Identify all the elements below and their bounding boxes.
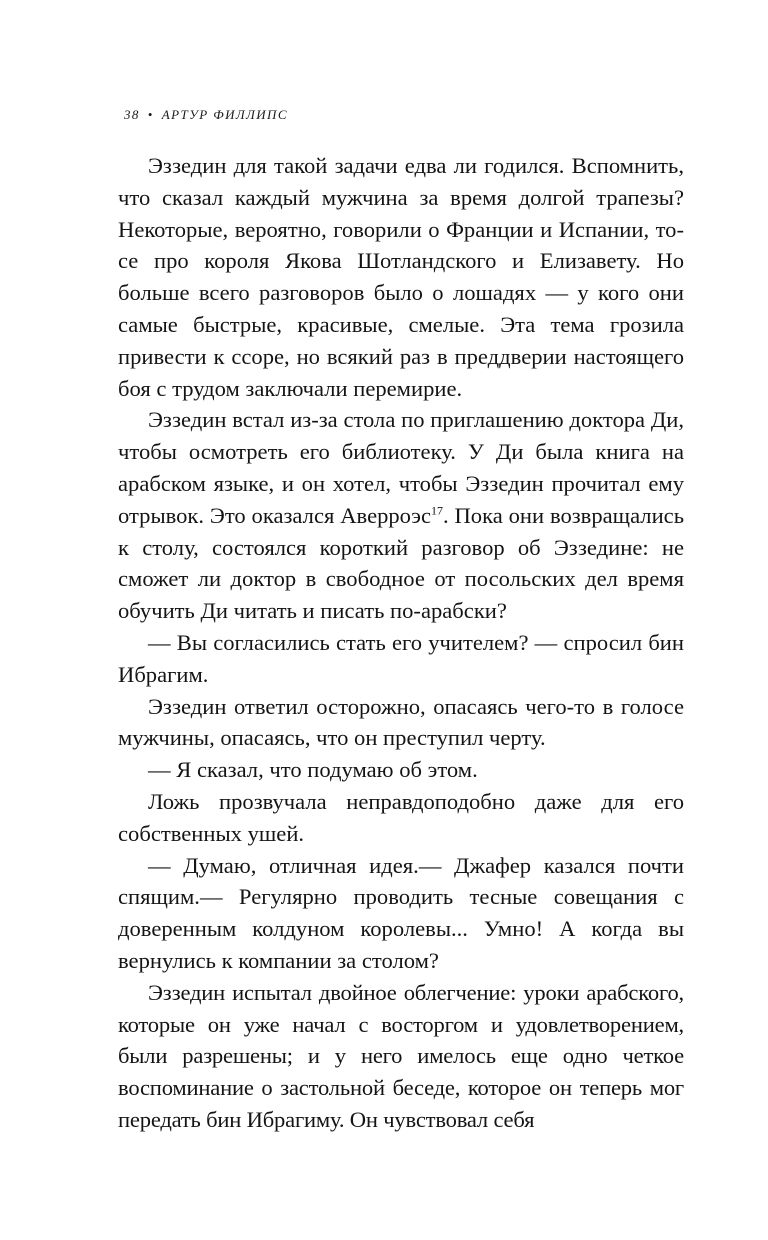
paragraph: [118, 404, 684, 627]
paragraph: Эззедин для такой задачи едва ли годился. Вспомнить, что сказал каждый мужчина за время долгой трапезы? Некоторые, вероятно, говорили о Франции и Испании, то-се про короля Якова Шотландского и Елизавету. Но больше всего разговоров было о лошадях — у кого они самые быстрые, красивые, смелые. Эта тема грозила привести к ссоре, но всякий раз в преддверии настоящего боя с трудом заключали перемирие.: [118, 153, 684, 401]
running-header: [124, 107, 288, 123]
running-title: АРТУР ФИЛЛИПС: [161, 107, 288, 122]
paragraph-text: . Пока они возвращались к столу, состоялся короткий разговор об Эззедине: не сможет ли доктор в свободное от посольских дел время обучить Ди читать и писать по-арабски?: [118, 502, 684, 624]
header-separator: •: [147, 107, 154, 122]
footnote-marker: 17: [430, 503, 443, 518]
body-text: [118, 150, 684, 1136]
paragraph: — Вы согласились стать его учителем? — спросил бин Ибрагим.: [118, 629, 684, 687]
paragraph: — Я сказал, что подумаю об этом.: [148, 757, 478, 783]
page-number: 38: [124, 107, 140, 122]
paragraph: Эззедин испытал двойное облегчение: уроки арабского, которые он уже начал с восторгом и удовлетворением, были разрешены; и у него имелось еще одно четкое воспоминание о застольной беседе, которое он теперь мог передать бин Ибрагиму. Он чувствовал себя: [118, 979, 684, 1132]
paragraph: — Думаю, отличная идея.— Джафер казался почти спящим.— Регулярно проводить тесные совещания с доверенным колдуном королевы... Умно! А когда вы вернулись к компании за столом?: [118, 852, 684, 973]
paragraph: Эззедин ответил осторожно, опасаясь чего-то в голосе мужчины, опасаясь, что он преступил черту.: [118, 693, 684, 751]
paragraph-text: Эззедин встал из-за стола по приглашению доктора Ди, чтобы осмотреть его библиотеку. У Ди была книга на арабском языке, и он хотел, чтобы Эззедин прочитал ему отрывок. Это оказался Аверроэс: [118, 407, 684, 528]
paragraph: Ложь прозвучала неправдоподобно даже для его собственных ушей.: [118, 788, 684, 846]
